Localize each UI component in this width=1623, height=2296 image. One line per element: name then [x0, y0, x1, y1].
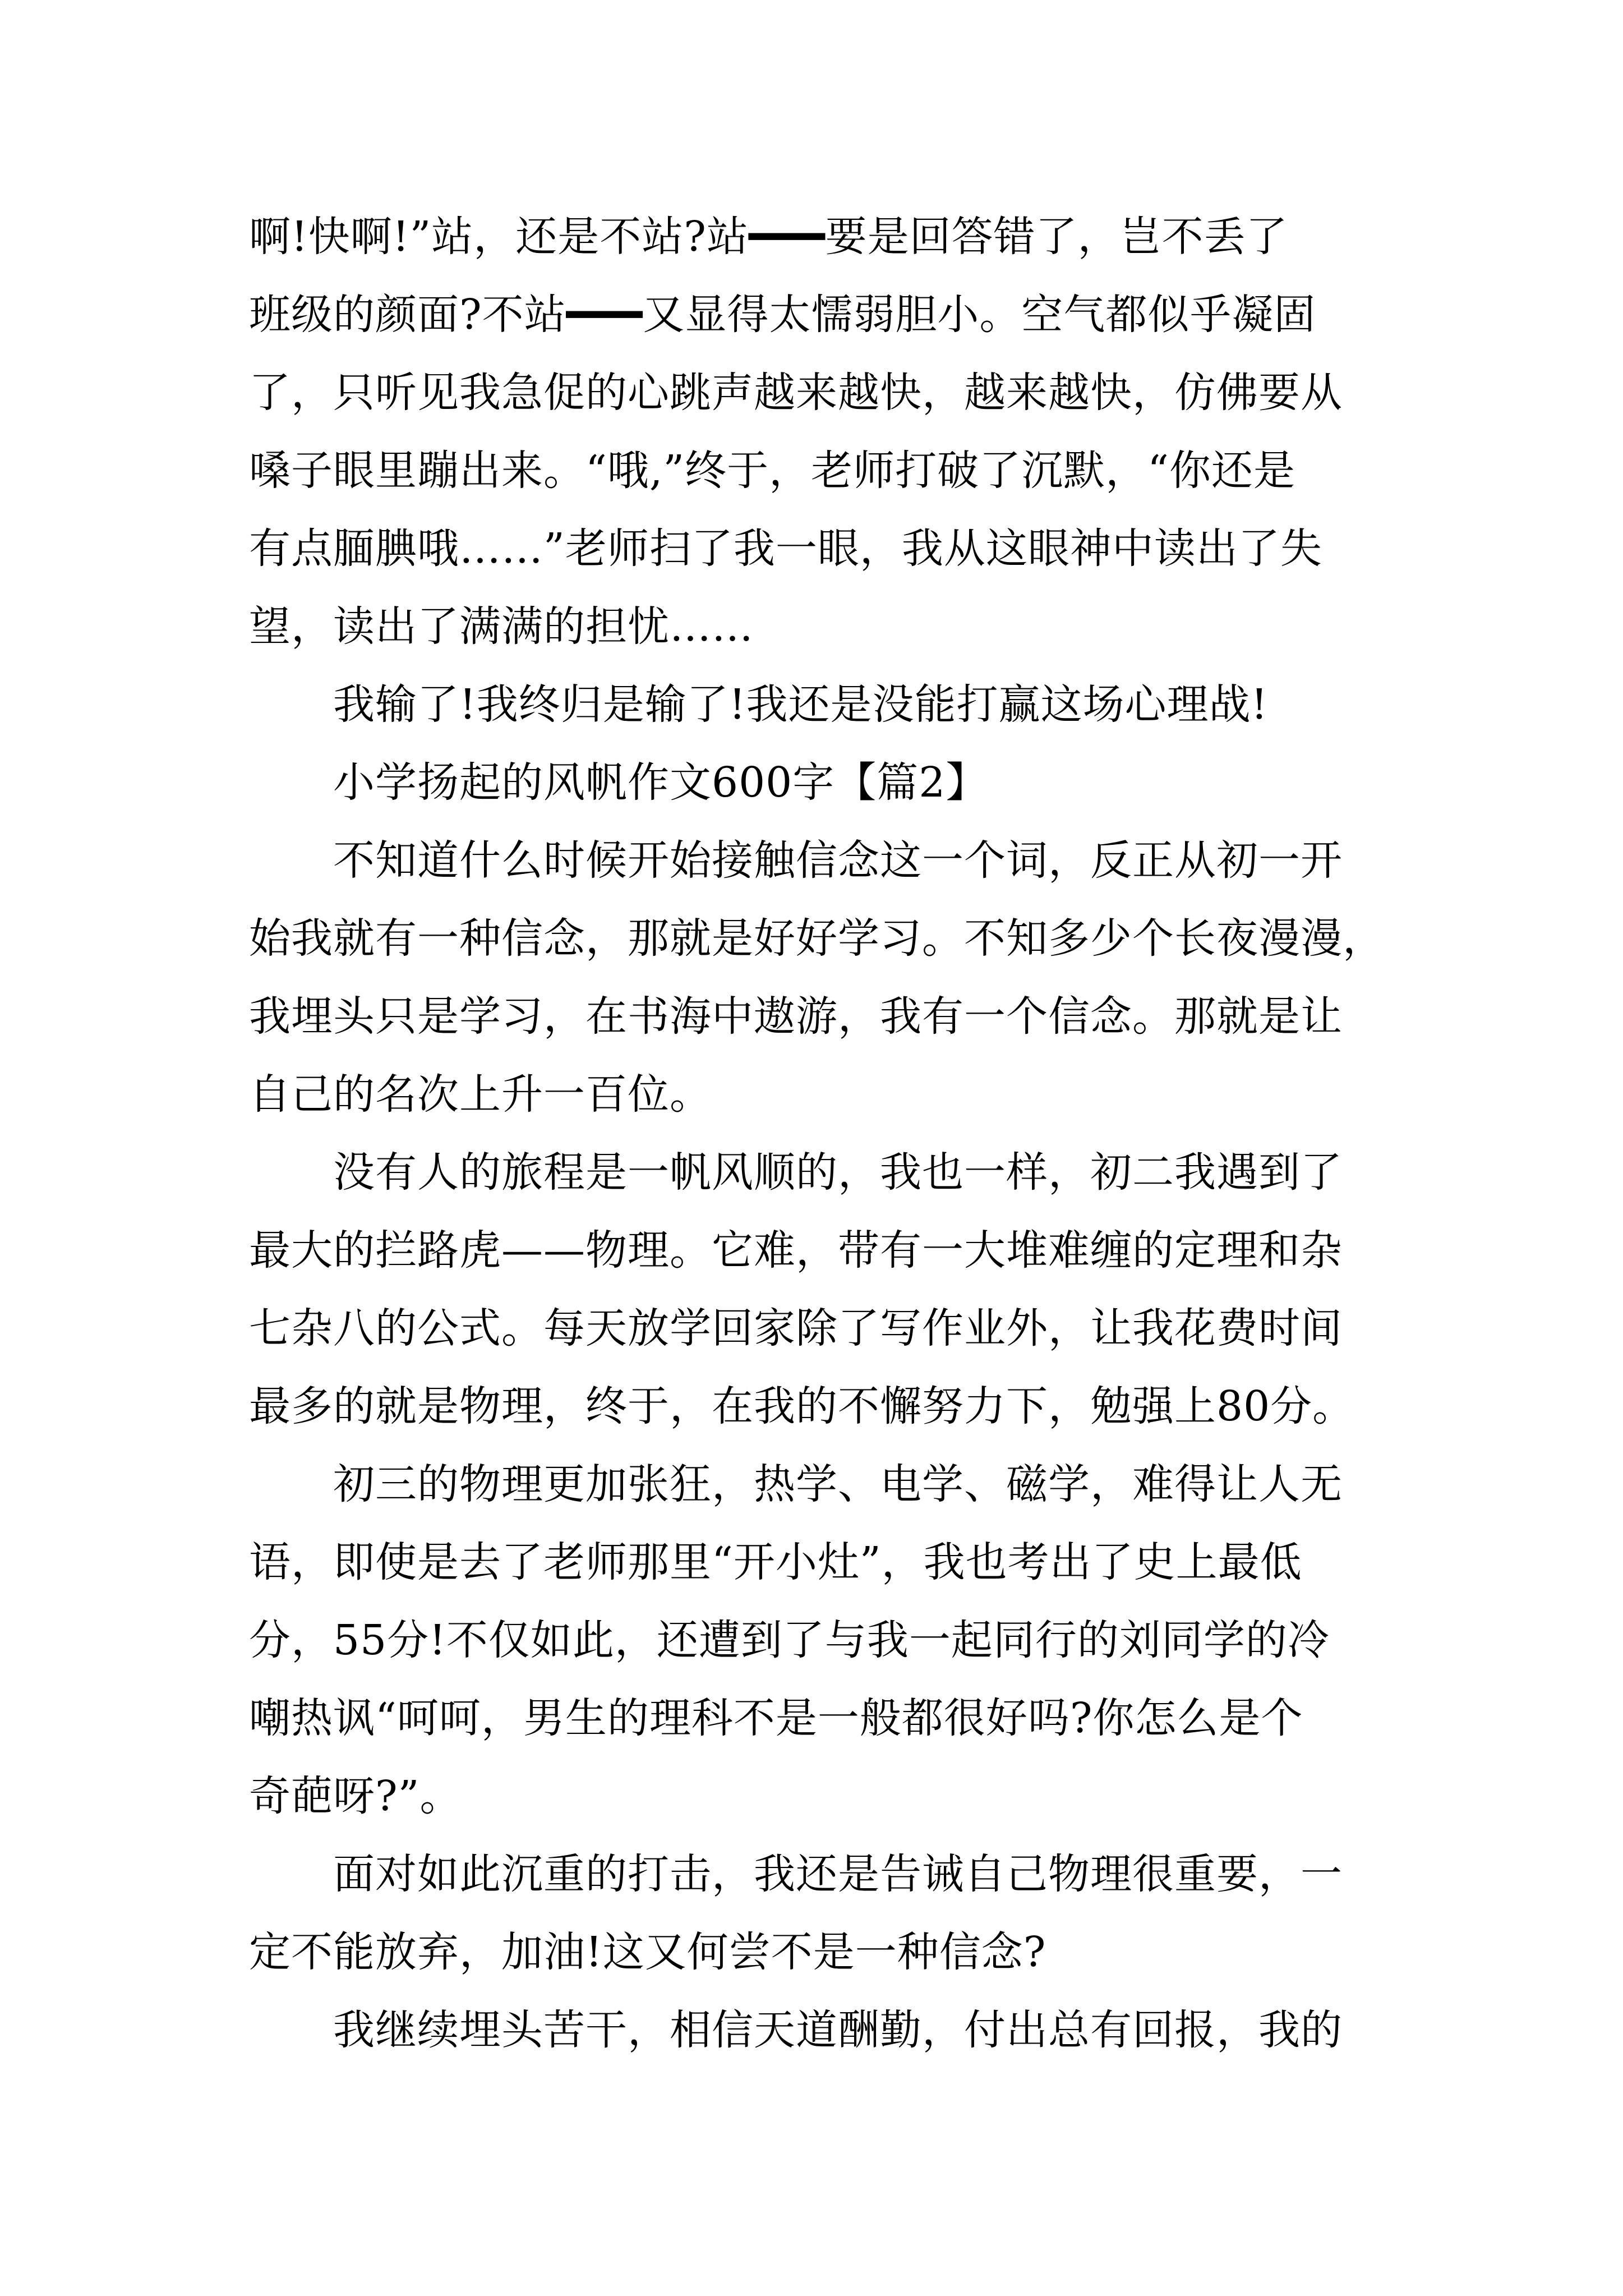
text-line: 分，55分!不仅如此，还遭到了与我一起同行的刘同学的冷	[249, 1616, 1330, 1664]
text-line: 始我就有一种信念，那就是好好学习。不知多少个长夜漫漫，	[249, 914, 1385, 963]
text-line: 我继续埋头苦干，相信天道酬勤，付出总有回报，我的	[333, 2006, 1343, 2054]
section-heading: 小学扬起的风帆作文600字【篇2】	[333, 758, 988, 807]
text-line: 最大的拦路虎——物理。它难，带有一大堆难缠的定理和杂	[249, 1226, 1343, 1274]
text-line: 奇葩呀?”。	[249, 1772, 462, 1820]
text-line: 嘲热讽“呵呵，男生的理科不是一般都很好吗?你怎么是个	[249, 1694, 1303, 1742]
text-line: 没有人的旅程是一帆风顺的，我也一样，初二我遇到了	[333, 1148, 1343, 1197]
text-line: 嗓子眼里蹦出来。“哦,”终于，老师打破了沉默，“你还是	[249, 447, 1296, 495]
text-line: 七杂八的公式。每天放学回家除了写作业外，让我花费时间	[249, 1304, 1343, 1352]
text-line: 了，只听见我急促的心跳声越来越快，越来越快，仿佛要从	[249, 369, 1343, 417]
text-line: 自己的名次上升一百位。	[249, 1070, 712, 1119]
text-line: 我输了!我终归是输了!我还是没能打赢这场心理战!	[333, 680, 1269, 729]
text-line: 语，即使是去了老师那里“开小灶”，我也考出了史上最低	[249, 1538, 1302, 1586]
text-line: 定不能放弃，加油!这又何尝不是一种信念?	[249, 1928, 1046, 1976]
text-line: 初三的物理更加张狂，热学、电学、磁学，难得让人无	[333, 1460, 1343, 1508]
text-line: 我埋头只是学习，在书海中遨游，我有一个信念。那就是让	[249, 992, 1343, 1041]
text-line: 面对如此沉重的打击，我还是告诫自己物理很重要，一	[333, 1850, 1343, 1898]
text-line: 望，读出了满满的担忧……	[249, 602, 754, 651]
text-line: 最多的就是物理，终于，在我的不懈努力下，勉强上80分。	[249, 1382, 1355, 1430]
text-line: 啊!快啊!”站，还是不站?站━━━要是回答错了，岂不丢了	[249, 213, 1288, 261]
text-line: 班级的颜面?不站━━━又显得太懦弱胆小。空气都似乎凝固	[249, 291, 1316, 339]
text-line: 有点腼腆哦……”老师扫了我一眼，我从这眼神中读出了失	[249, 524, 1322, 573]
text-line: 不知道什么时候开始接触信念这一个词，反正从初一开	[333, 836, 1343, 885]
